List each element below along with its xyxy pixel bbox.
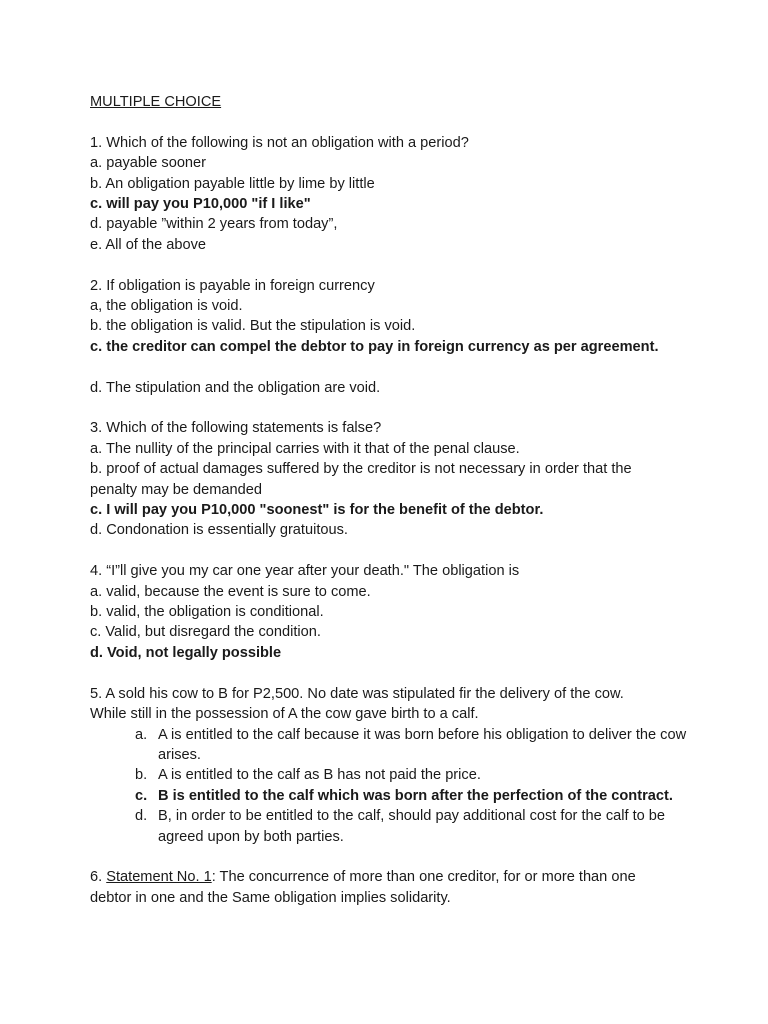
- spacer: [90, 398, 690, 418]
- question-5-choice-list: [90, 725, 690, 847]
- statement-text: : The concurrence of more than one creditor, for or more than one debtor in one and the Same obligation implies solidarity.: [90, 869, 636, 906]
- question-2-option-d: d. The stipulation and the obligation are void.: [90, 379, 381, 396]
- question-6-number: 6.: [90, 869, 107, 886]
- option-text: A is entitled to the calf because it was born before his obligation to deliver the cow arises.: [158, 726, 687, 763]
- question-3-option-c-answer: c. I will pay you P10,000 "soonest" is for the benefit of the debtor.: [90, 502, 544, 519]
- question-4-option-d-answer: d. Void, not legally possible: [90, 644, 282, 661]
- option-letter: a.: [135, 726, 148, 743]
- question-6-text: [90, 867, 665, 908]
- spacer: [90, 663, 690, 683]
- option-text: B is entitled to the calf which was born after the perfection of the contract.: [158, 787, 673, 804]
- option-letter: b.: [135, 767, 148, 784]
- document-page: [90, 92, 690, 908]
- question-4-text: 4. “I”ll give you my car one year after your death." The obligation is: [90, 563, 520, 580]
- question-3: [90, 418, 690, 540]
- question-5-option-b: [90, 765, 702, 785]
- spacer: [90, 847, 690, 867]
- question-5-option-d: [90, 806, 702, 847]
- option-letter: c.: [135, 787, 148, 804]
- statement-label: Statement No. 1: [106, 869, 212, 886]
- spacer: [90, 112, 690, 132]
- spacer: [90, 541, 690, 561]
- question-2: [90, 276, 690, 398]
- question-3-option-d: d. Condonation is essentially gratuitous.: [90, 522, 348, 539]
- question-4: [90, 561, 690, 663]
- question-2-option-c-answer: c. the creditor can compel the debtor to pay in foreign currency as per agreement.: [90, 338, 659, 355]
- question-2-option-a: a, the obligation is void.: [90, 298, 243, 315]
- question-1-option-c-answer: c. will pay you P10,000 "if I like": [90, 196, 311, 213]
- question-4-option-a: a. valid, because the event is sure to come.: [90, 583, 371, 600]
- question-2-option-b: b. the obligation is valid. But the stipulation is void.: [90, 318, 416, 335]
- spacer: [90, 357, 690, 377]
- question-1-option-e: e. All of the above: [90, 236, 207, 253]
- option-text: B, in order to be entitled to the calf, should pay additional cost for the calf to be agreed upon by both parties.: [158, 808, 666, 845]
- question-5: [90, 684, 690, 847]
- question-1-option-d: d. payable ”within 2 years from today”,: [90, 216, 338, 233]
- question-2-text: 2. If obligation is payable in foreign currency: [90, 277, 375, 294]
- question-3-option-b: b. proof of actual damages suffered by the creditor is not necessary in order that the penalty may be demanded: [90, 461, 632, 498]
- spacer: [90, 255, 690, 275]
- option-text: A is entitled to the calf as B has not paid the price.: [158, 767, 481, 784]
- question-1: [90, 133, 690, 255]
- question-4-option-c: c. Valid, but disregard the condition.: [90, 624, 321, 641]
- question-5-text: 5. A sold his cow to B for P2,500. No date was stipulated fir the delivery of the cow. While still in the possession of A the cow gave birth to a calf.: [90, 685, 624, 723]
- question-4-option-b: b. valid, the obligation is conditional.: [90, 604, 324, 621]
- question-1-text: 1. Which of the following is not an obligation with a period?: [90, 134, 469, 151]
- question-1-option-a: a. payable sooner: [90, 155, 207, 172]
- question-6: [90, 867, 690, 908]
- question-5-option-a: [90, 725, 702, 766]
- question-1-option-b: b. An obligation payable little by lime by little: [90, 175, 375, 192]
- question-3-text: 3. Which of the following statements is false?: [90, 420, 382, 437]
- question-5-option-c-answer: [90, 786, 702, 806]
- question-3-option-a: a. The nullity of the principal carries with it that of the penal clause.: [90, 440, 520, 457]
- page-title: MULTIPLE CHOICE: [90, 94, 222, 110]
- option-letter: d.: [135, 808, 148, 825]
